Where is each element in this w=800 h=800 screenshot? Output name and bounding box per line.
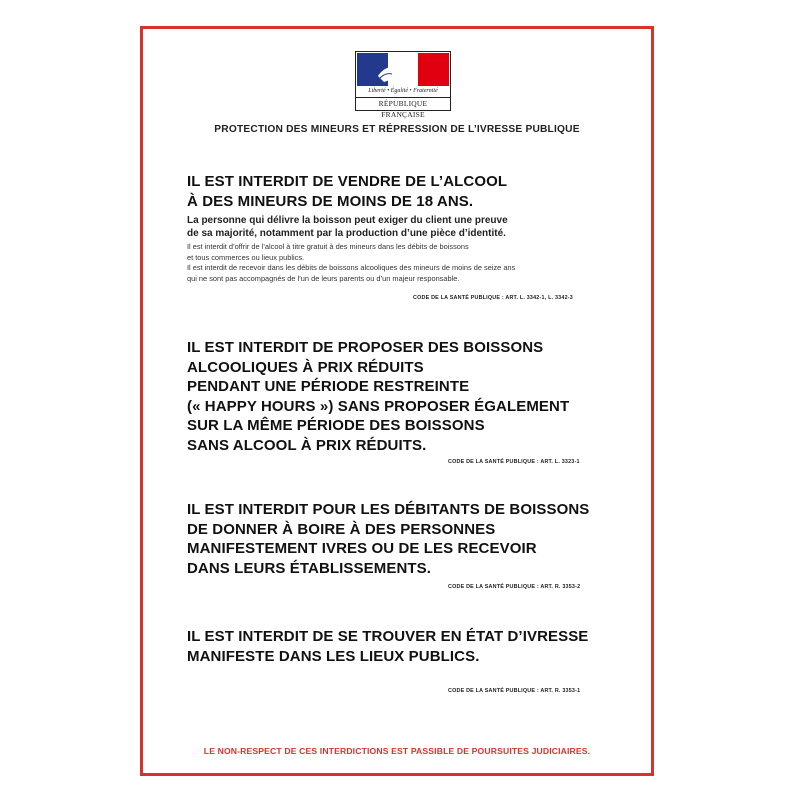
republique-francaise-logo	[355, 51, 451, 119]
section-minors	[187, 172, 627, 284]
heading-line: (« HAPPY HOURS ») SANS PROPOSER ÉGALEMENT	[187, 397, 570, 415]
section-heading	[187, 500, 627, 578]
subtext-line: de sa majorité, notamment par la production d’une pièce d’identité.	[187, 227, 506, 239]
heading-line: MANIFESTE DANS LES LIEUX PUBLICS.	[187, 647, 480, 665]
heading-line: DANS LEURS ÉTABLISSEMENTS.	[187, 559, 432, 577]
subtext-line: La personne qui délivre la boisson peut exiger du client une preuve	[187, 215, 508, 226]
heading-line: DE DONNER À BOIRE À DES PERSONNES	[187, 520, 496, 538]
poster-subtitle: PROTECTION DES MINEURS ET RÉPRESSION DE L’IVRESSE PUBLIQUE	[214, 124, 580, 135]
section-public-drunkenness	[187, 627, 627, 666]
legal-reference: CODE DE LA SANTÉ PUBLIQUE : ART. R. 3353-2	[448, 584, 581, 590]
legal-reference: CODE DE LA SANTÉ PUBLIQUE : ART. R. 3353-1	[448, 688, 581, 694]
small-line: Il est interdit d’offrir de l’alcool à titre gratuit à des mineurs dans les débits de boissons	[187, 242, 469, 251]
republic-motto: Liberté • Égalité • Fraternité	[368, 88, 438, 94]
heading-line: IL EST INTERDIT DE PROPOSER DES BOISSONS	[187, 339, 544, 356]
heading-line: ALCOOLIQUES À PRIX RÉDUITS	[187, 358, 424, 376]
section-heading	[187, 627, 627, 666]
republique-francaise-label: RÉPUBLIQUE FRANÇAISE	[356, 97, 450, 120]
legal-reference: CODE DE LA SANTÉ PUBLIQUE : ART. L. 3342-1, L. 3342-3	[413, 295, 573, 301]
heading-line: À DES MINEURS DE MOINS DE 18 ANS.	[187, 192, 474, 210]
section-heading	[187, 172, 627, 211]
small-line: qui ne sont pas accompagnés de l’un de leurs parents ou d’un majeur responsable.	[187, 273, 460, 283]
heading-line: IL EST INTERDIT DE VENDRE DE L’ALCOOL	[187, 173, 508, 190]
section-heading	[187, 338, 627, 455]
poster	[140, 26, 654, 776]
section-small-print	[187, 242, 627, 284]
heading-line: IL EST INTERDIT DE SE TROUVER EN ÉTAT D’IVRESSE	[187, 628, 589, 645]
marianne-icon	[374, 56, 414, 84]
legal-warning-footer: LE NON-RESPECT DE CES INTERDICTIONS EST PASSIBLE DE POURSUITES JUDICIAIRES.	[203, 746, 591, 756]
section-happy-hours	[187, 338, 627, 455]
section-drunk-persons	[187, 500, 627, 578]
heading-line: PENDANT UNE PÉRIODE RESTREINTE	[187, 378, 470, 395]
heading-line: SANS ALCOOL À PRIX RÉDUITS.	[187, 436, 427, 454]
small-line: et tous commerces ou lieux publics.	[187, 252, 305, 262]
heading-line: IL EST INTERDIT POUR LES DÉBITANTS DE BOISSONS	[187, 501, 590, 518]
heading-line: SUR LA MÊME PÉRIODE DES BOISSONS	[187, 417, 485, 434]
legal-reference: CODE DE LA SANTÉ PUBLIQUE : ART. L. 3323-1	[448, 459, 580, 465]
section-subtext	[187, 215, 627, 240]
heading-line: MANIFESTEMENT IVRES OU DE LES RECEVOIR	[187, 540, 537, 557]
small-line: Il est interdit de recevoir dans les débits de boissons alcooliques des mineurs de moins de seize ans	[187, 263, 516, 273]
tricolor-flag-icon	[357, 53, 449, 86]
